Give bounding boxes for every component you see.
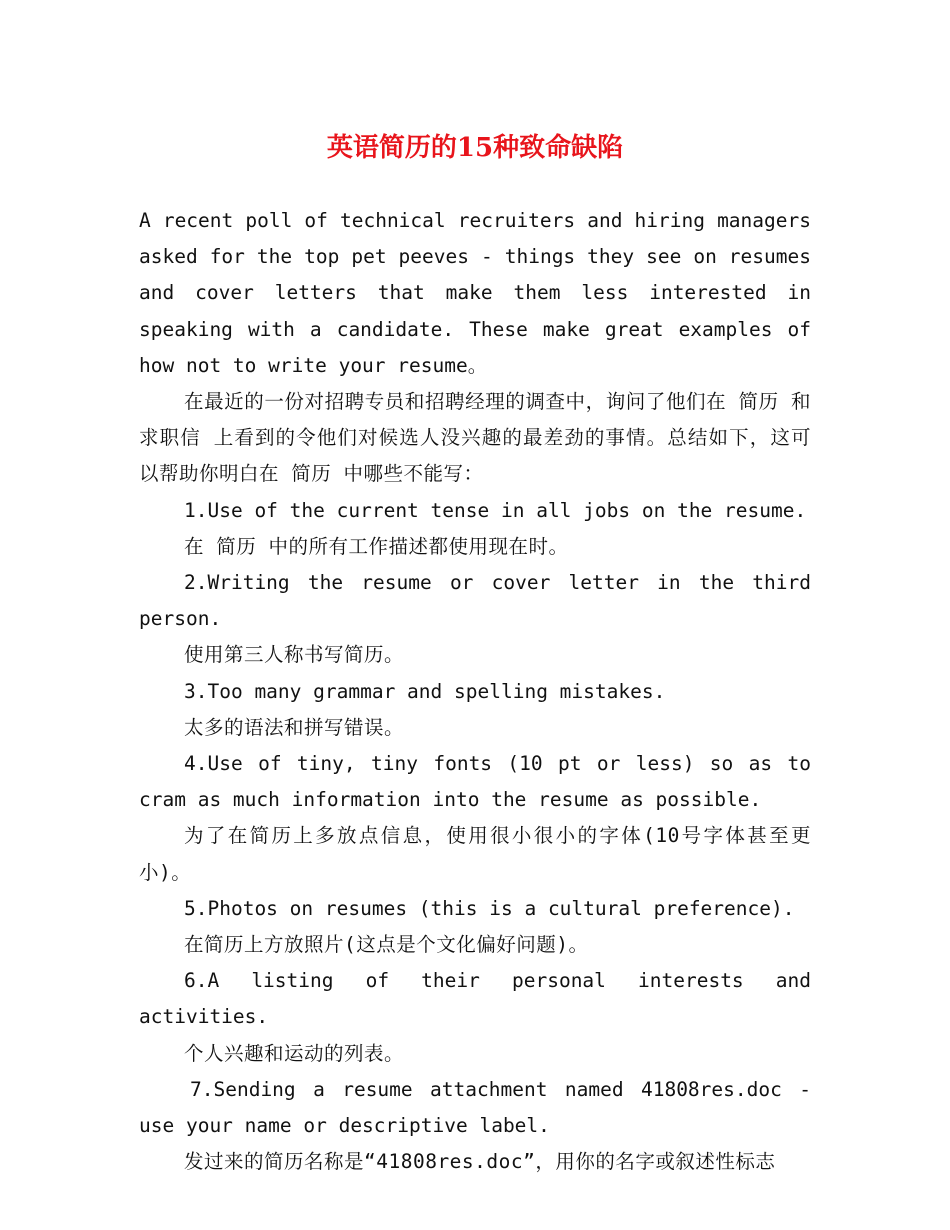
item-4-chinese: 为了在简历上多放点信息，使用很小很小的字体(10号字体甚至更小)。 bbox=[139, 824, 811, 884]
intro-chinese-paragraph: 在最近的一份对招聘专员和招聘经理的调查中，询问了他们在 简历 和 求职信 上看到的令他们对候选人没兴趣的最差劲的事情。总结如下，这可以帮助你明白在 简历 中哪些不能写： bbox=[139, 390, 811, 486]
item-5-chinese: 在简历上方放照片(这点是个文化偏好问题)。 bbox=[184, 933, 589, 957]
item-1-chinese: 在 简历 中的所有工作描述都使用现在时。 bbox=[184, 534, 569, 558]
item-6-english: 6.A listing of their personal interests and activities. bbox=[139, 969, 811, 1029]
item-3-chinese: 太多的语法和拼写错误。 bbox=[184, 715, 405, 739]
document-body bbox=[139, 203, 811, 1180]
item-3-english: 3.Too many grammar and spelling mistakes. bbox=[184, 679, 666, 703]
item-4-english: 4.Use of tiny, tiny fonts (10 pt or less) so as to cram as much information into the resume as possible. bbox=[139, 752, 811, 812]
intro-english-paragraph: A recent poll of technical recruiters and hiring managers asked for the top pet peeves - things they see on resumes and cover letters that make them less interested in speaking with a candidate. These make great examples of how not to write your resume。 bbox=[139, 209, 811, 377]
item-5-english: 5.Photos on resumes (this is a cultural preference). bbox=[184, 896, 795, 920]
item-7-english: 7.Sending a resume attachment named 41808res.doc - use your name or descriptive label. bbox=[139, 1077, 811, 1138]
item-1-english: 1.Use of the current tense in all jobs on the resume. bbox=[184, 498, 807, 522]
item-7-chinese: 发过来的简历名称是“41808res.doc”，用你的名字或叙述性标志 bbox=[184, 1150, 776, 1174]
document-title: 英语简历的15种致命缺陷 bbox=[326, 133, 624, 163]
item-2-english: 2.Writing the resume or cover letter in the third person. bbox=[139, 571, 811, 631]
item-2-chinese: 使用第三人称书写简历。 bbox=[184, 643, 405, 667]
item-6-chinese: 个人兴趣和运动的列表。 bbox=[184, 1041, 405, 1065]
